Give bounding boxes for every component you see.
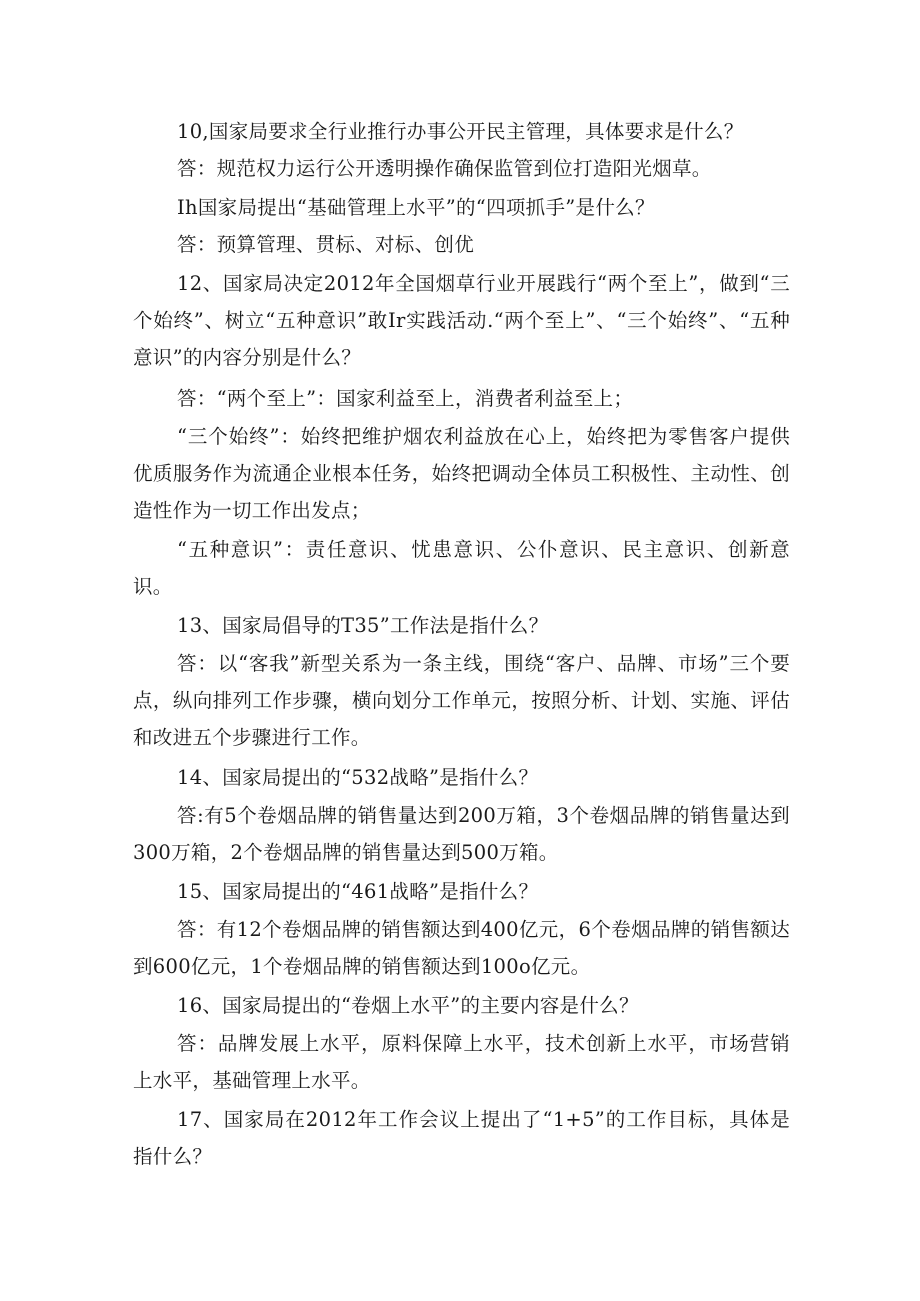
answer-12-three-always: “三个始终”：始终把维护烟农利益放在心上，始终把为零售客户提供优质服务作为流通企业根本任务，始终把调动全体员工积极性、主动性、创造性作为一切工作出发点； [133,425,790,522]
answer-11: 答：预算管理、贯标、对标、创优 [177,233,475,256]
answer-13: 答：以“客我”新型关系为一条主线，围绕“客户、品牌、市场”三个要点，纵向排列工作步骤，横向划分工作单元，按照分析、计划、实施、评估和改进五个步骤进行工作。 [133,652,790,749]
question-14: 14、国家局提出的“532战略”是指什么？ [177,766,539,789]
question-15: 15、国家局提出的“461战略”是指什么？ [177,880,539,903]
question-16: 16、国家局提出的“卷烟上水平”的主要内容是什么？ [177,994,639,1017]
question-12: 12、国家局决定2012年全国烟草行业开展践行“两个至上”，做到“三个始终”、树立“五种意识”敢Ir实践活动.“两个至上”、“三个始终”、“五种意识”的内容分别是什么？ [133,272,790,369]
question-11: Ih国家局提出“基础管理上水平”的“四项抓手”是什么？ [177,196,655,219]
question-17: 17、国家局在2012年工作会议上提出了“1+5”的工作目标，具体是指什么？ [133,1108,790,1168]
answer-14: 答:有5个卷烟品牌的销售量达到200万箱，3个卷烟品牌的销售量达到300万箱，2个卷烟品牌的销售量达到500万箱。 [133,804,790,864]
answer-16: 答：品牌发展上水平，原料保障上水平，技术创新上水平，市场营销上水平，基础管理上水平。 [133,1032,790,1092]
answer-10: 答：规范权力运行公开透明操作确保监管到位打造阳光烟草。 [177,157,712,180]
question-10: 10,国家局要求全行业推行办事公开民主管理，具体要求是什么？ [177,120,744,143]
question-13: 13、国家局倡导的T35”工作法是指什么？ [177,614,549,637]
answer-12-five-awareness: “五种意识”：责任意识、忧患意识、公仆意识、民主意识、创新意识。 [133,538,790,598]
answer-12-two-supreme: 答：“两个至上”：国家利益至上，消费者利益至上； [177,387,634,410]
answer-15: 答：有12个卷烟品牌的销售额达到400亿元，6个卷烟品牌的销售额达到600亿元，1个卷烟品牌的销售额达到100o亿元。 [133,918,790,978]
